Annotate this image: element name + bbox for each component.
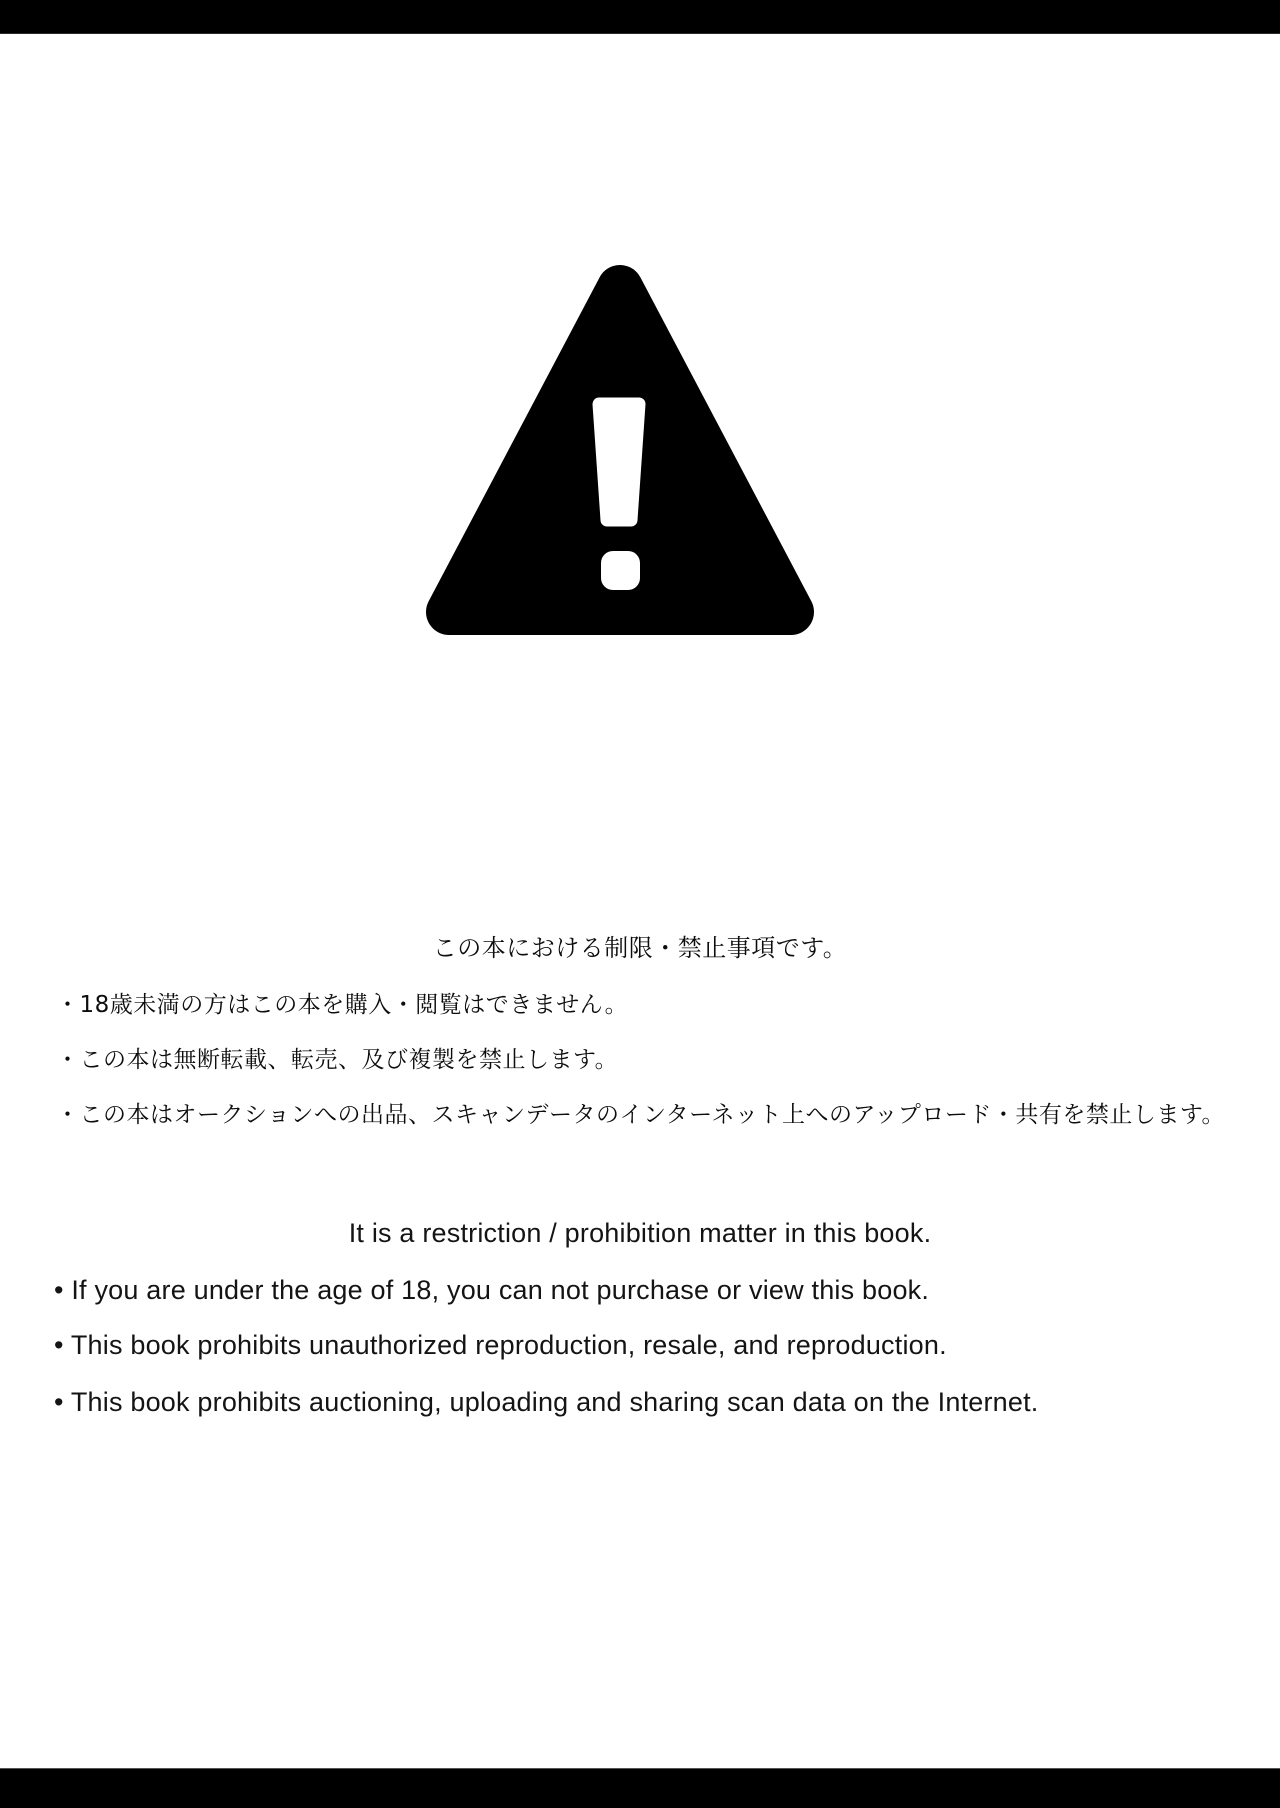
top-letterbox-bar	[0, 0, 1280, 34]
en-bullet-age-restriction: • If you are under the age of 18, you can not purchase or view this book.	[54, 1275, 930, 1305]
bottom-letterbox-bar	[0, 1768, 1280, 1808]
en-restriction-heading: It is a restriction / prohibition matter in this book.	[348, 1218, 932, 1248]
jp-bullet-no-reproduction: ・この本は無断転載、転売、及び複製を禁止します。	[56, 1047, 619, 1073]
en-bullet-no-reproduction: • This book prohibits unauthorized reproduction, resale, and reproduction.	[54, 1330, 947, 1360]
en-bullet-no-auction-upload: • This book prohibits auctioning, uploading and sharing scan data on the Internet.	[54, 1387, 1039, 1417]
jp-bullet-age-restriction: ・18歳未満の方はこの本を購入・閲覧はできません。	[56, 992, 629, 1018]
jp-restriction-heading: この本における制限・禁止事項です。	[432, 934, 848, 962]
warning-triangle-icon	[425, 263, 815, 638]
jp-bullet-no-auction-upload: ・この本はオークションへの出品、スキャンデータのインターネット上へのアップロード・共有を禁止します。	[56, 1102, 1226, 1128]
